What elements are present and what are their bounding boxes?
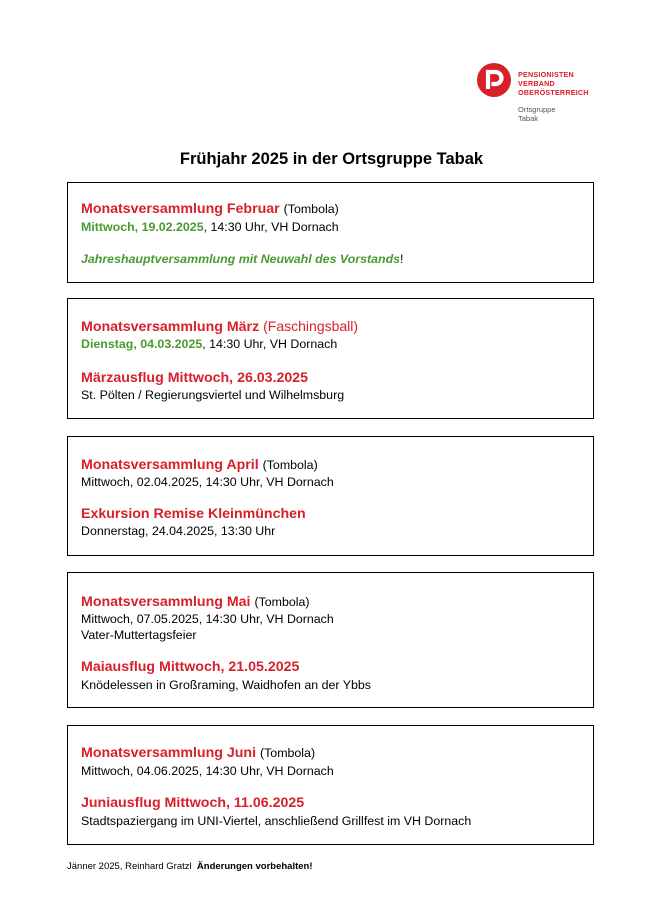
trip-detail: Knödelessen in Großraming, Waidhofen an der Ybbs — [81, 678, 371, 692]
event-heading: Monatsversammlung Februar (Tombola) — [81, 201, 339, 217]
trip-heading: Märzausflug Mittwoch, 26.03.2025 — [81, 370, 309, 386]
event-date: Mittwoch, 04.06.2025, 14:30 Uhr, VH Dornach — [81, 764, 334, 778]
footer — [67, 861, 313, 872]
event-date: Dienstag, 04.03.2025, 14:30 Uhr, VH Dornach — [81, 337, 338, 351]
logo — [476, 62, 626, 126]
trip-detail: St. Pölten / Regierungsviertel und Wilhelmsburg — [81, 388, 345, 402]
trip-detail: Donnerstag, 24.04.2025, 13:30 Uhr — [81, 524, 276, 538]
event-box-may — [67, 572, 594, 708]
footer-disclaimer: Änderungen vorbehalten! — [196, 861, 313, 872]
event-heading: Monatsversammlung März (Faschingsball) — [81, 318, 359, 335]
event-box-february — [67, 182, 594, 283]
trip-detail: Stadtspaziergang im UNI-Viertel, anschließend Grillfest im VH Dornach — [81, 814, 472, 828]
page-title: Frühjahr 2025 in der Ortsgruppe Tabak — [179, 150, 484, 168]
logo-organization-name: PENSIONISTEN VERBAND OBERÖSTERREICH — [518, 70, 589, 97]
trip-heading: Exkursion Remise Kleinmünchen — [81, 506, 306, 522]
event-date: Mittwoch, 07.05.2025, 14:30 Uhr, VH Dornach — [81, 612, 334, 626]
event-heading: Monatsversammlung Juni (Tombola) — [81, 745, 316, 761]
event-extra: Vater-Muttertagsfeier — [81, 628, 197, 642]
event-heading: Monatsversammlung Mai (Tombola) — [81, 594, 310, 610]
event-box-june — [67, 725, 594, 845]
event-heading: Monatsversammlung April (Tombola) — [81, 457, 318, 473]
event-date: Mittwoch, 02.04.2025, 14:30 Uhr, VH Dornach — [81, 475, 334, 489]
pvoe-logo-icon — [476, 62, 512, 98]
event-box-april — [67, 436, 594, 556]
logo-subtitle: Ortsgruppe Tabak — [518, 105, 556, 123]
event-box-march — [67, 298, 594, 419]
trip-heading: Maiausflug Mittwoch, 21.05.2025 — [81, 659, 300, 675]
trip-heading: Juniausflug Mittwoch, 11.06.2025 — [81, 795, 305, 811]
event-highlight: Jahreshauptversammlung mit Neuwahl des Vorstands! — [81, 252, 404, 266]
event-date: Mittwoch, 19.02.2025, 14:30 Uhr, VH Dornach — [81, 220, 339, 234]
footer-author: Jänner 2025, Reinhard Gratzl — [67, 861, 192, 872]
